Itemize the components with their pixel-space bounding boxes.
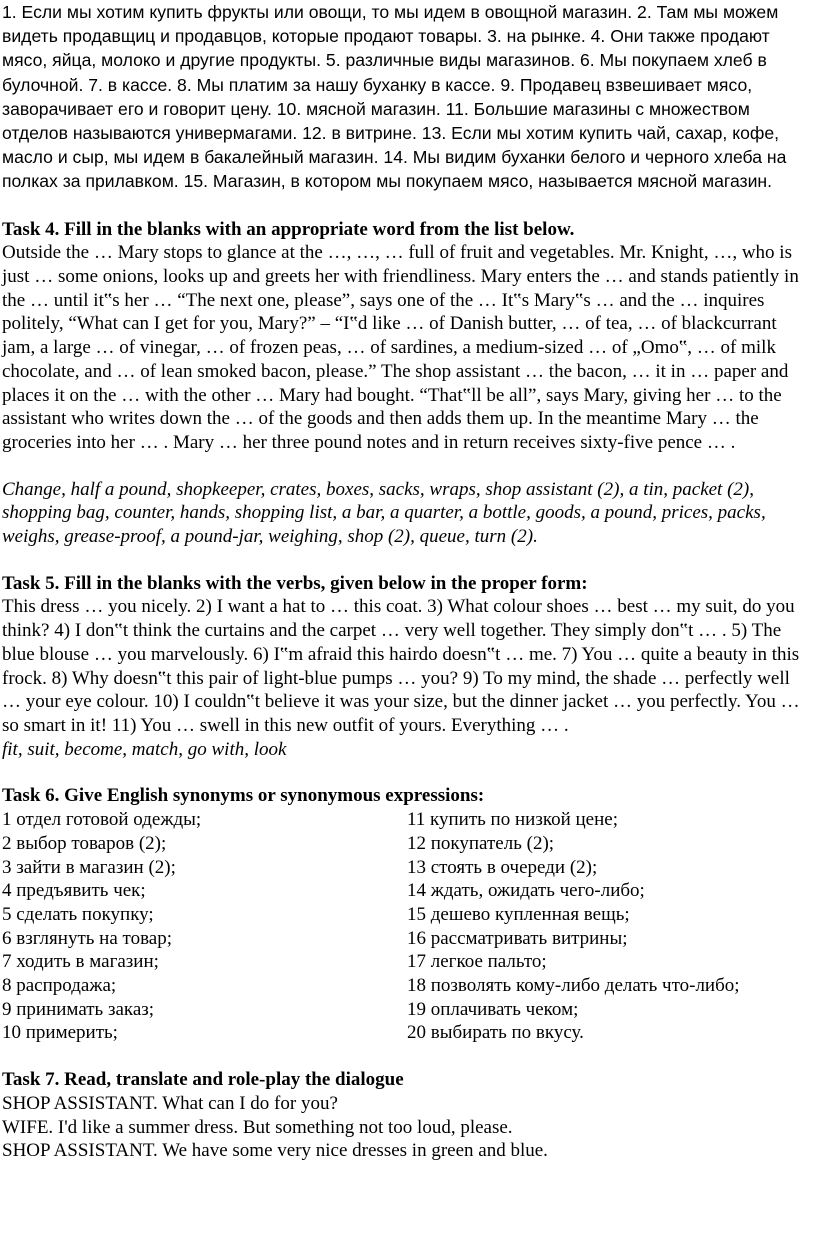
synonym-item: 16 рассматривать витрины; [407,927,628,949]
dialogue-line: SHOP ASSISTANT. What can I do for you? [2,1092,338,1114]
synonym-item: 1 отдел готовой одежды; [2,809,202,831]
spacer [2,1045,808,1068]
synonym-item: 18 позволять кому-либо делать что-либо; [407,975,740,997]
spacer [2,761,808,784]
task5-text: This dress … you nicely. 2) I want a hat to … this coat. 3) What colour shoes … best … my suit, do you think? 4) I don‟t think the curtains and the carpet … very well together. They simply don‟t … . 5) The blue blouse … you marvelously. 6) I‟m afraid this hairdo doesn‟t … me. 7) You … quite a beauty in this frock. 8) Why doesn‟t this pair of light-blue pumps … you? 9) To my mind, the shade … perfectly well … your eye colour. 10) I couldn‟t believe it was your size, but the dinner jacket … you perfectly. You … so smart in it! 11) You … swell in this new outfit of yours. Everything … . [2,596,800,736]
dialogue-line: WIFE. I'd like a summer dress. But something not too loud, please. [2,1116,513,1138]
synonym-item: 9 принимать заказ; [2,998,155,1020]
synonym-item: 12 покупатель (2); [407,832,555,854]
task7-heading: Task 7. Read, translate and role-play the dialogue [2,1069,404,1091]
synonym-item: 8 распродажа; [2,975,117,997]
task5-word-list: fit, suit, become, match, go with, look [2,738,287,760]
answers-paragraph: 1. Если мы хотим купить фрукты или овощи, то мы идем в овощной магазин. 2. Там мы можем видеть продавщиц и продавцов, которые продают товары. 3. на рынке. 4. Они также продают мясо, яйца, молоко и другие продукты. 5. различные виды магазинов. 6. Мы покупаем хлеб в булочной. 7. в кассе. 8. Мы платим за нашу буханку в кассе. 9. Продавец взвешивает мясо, заворачивает его и говорит цену. 10. мясной магазин. 11. Большие магазины с множеством отделов называются универмагами. 12. в витрине. 13. Если мы хотим купить чай, сахар, кофе, масло и сыр, мы идем в бакалейный магазин. 14. Мы видим буханки белого и черного хлеба на полках за прилавком. 15. Магазин, в котором мы покупаем мясо, называется мясной магазин. [2,2,787,192]
synonym-item: 2 выбор товаров (2); [2,832,167,854]
synonym-item: 17 легкое пальто; [407,951,547,973]
task4-text: Outside the … Mary stops to glance at the …, …, … full of fruit and vegetables. Mr. Knight, …, who is just … some onions, looks up and greets her with friendliness. Mary enters the … and stands patiently in the … until it‟s her … “The next one, please”, says one of the … It‟s Mary‟s … and the … inquires politely, “What can I get for you, Mary?” – “I‟d like … of Danish butter, … of tea, … of blackcurrant jam, a large … of vinegar, … of frozen peas, … of sardines, a medium-sized … of „Omo‟, … of milk chocolate, and … of lean smoked bacon, please.” The shop assistant … the bacon, … it in … paper and places it on the … with the other … Mary had bought. “That‟ll be all”, says Mary, giving her … to the assistant who writes down the … of the goods and then adds them up. In the meantime Mary … the groceries into her … . Mary … her three pound notes and in return receives sixty-five pence … . [2,242,799,453]
synonym-item: 14 ждать, ожидать чего-либо; [407,880,645,902]
synonym-item: 6 взглянуть на товар; [2,927,172,949]
spacer [2,549,808,572]
task6-synonym-table [2,808,808,1045]
synonym-item: 15 дешево купленная вещь; [407,903,630,925]
synonym-item: 10 примерить; [2,1022,118,1044]
spacer [2,194,808,218]
synonym-item: 4 предъявить чек; [2,880,146,902]
synonym-item: 20 выбирать по вкусу. [407,1022,584,1044]
spacer [2,455,808,478]
synonym-item: 7 ходить в магазин; [2,951,159,973]
synonym-item: 13 стоять в очереди (2); [407,856,598,878]
task5-heading: Task 5. Fill in the blanks with the verbs, given below in the proper form: [2,572,588,594]
synonym-item: 3 зайти в магазин (2); [2,856,176,878]
task6-heading: Task 6. Give English synonyms or synonymous expressions: [2,785,485,807]
synonym-item: 11 купить по низкой цене; [407,809,618,831]
synonym-item: 19 оплачивать чеком; [407,998,579,1020]
synonym-item: 5 сделать покупку; [2,903,154,925]
task4-word-list: Change, half a pound, shopkeeper, crates, boxes, sacks, wraps, shop assistant (2), a tin, packet (2), shopping bag, counter, hands, shopping list, a bar, a quarter, a bottle, goods, a pound, prices, packs, weighs, grease-proof, a pound-jar, weighing, shop (2), queue, turn (2). [2,478,766,548]
task4-heading: Task 4. Fill in the blanks with an appropriate word from the list below. [2,218,575,240]
dialogue-line: SHOP ASSISTANT. We have some very nice dresses in green and blue. [2,1140,548,1162]
